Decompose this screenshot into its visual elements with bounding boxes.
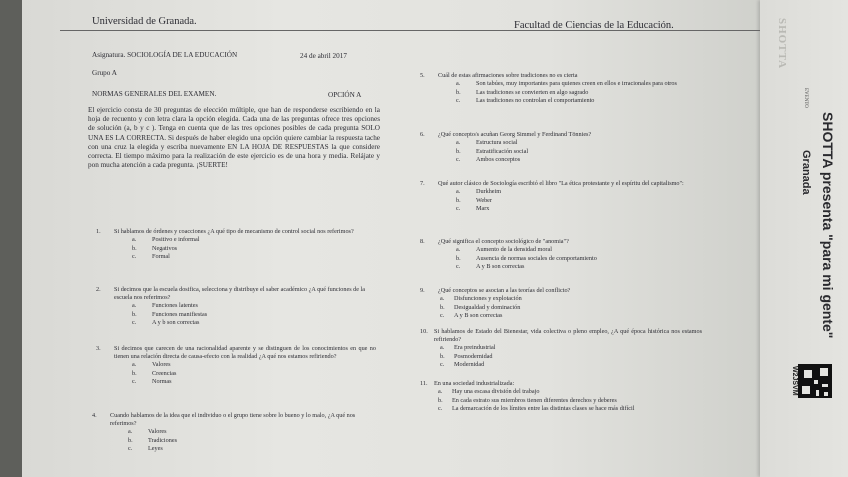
event-label: EVENTO [803, 88, 808, 108]
question-number: 11. [420, 380, 428, 387]
question-text: ¿Qué significa el concepto sociológico de "anomia"? [438, 238, 569, 245]
question-number: 4. [92, 412, 97, 419]
option-a[interactable]: a. Era preindustrial [440, 344, 496, 351]
question-11 [420, 380, 710, 414]
question-number: 2. [96, 286, 101, 293]
question-text: Si hablamos de órdenes y coacciones ¿A qué tipo de mecanismo de control social nos referimos? [114, 228, 354, 235]
option-c[interactable]: c. Marx [456, 205, 490, 213]
question-6 [420, 131, 710, 165]
option-b[interactable]: b. Las tradiciones se convierten en algo sagrado [456, 88, 589, 96]
question-text: Cuando hablamos de la idea que el individuo o el grupo tiene sobre lo bueno y lo malo, ¿A qué nos referimos? [110, 412, 356, 427]
option-c[interactable]: c. Normas [132, 378, 172, 386]
question-text: ¿Qué conceptos se asocian a las teorías del conflicto? [438, 287, 571, 294]
question-number: 10. [420, 328, 428, 335]
option-b[interactable]: b. Estratificación social [456, 147, 529, 155]
flyer-headline: SHOTTA presenta "para mi gente" [820, 112, 836, 339]
question-number: 5. [420, 72, 425, 79]
question-9 [420, 287, 710, 321]
qr-code [798, 364, 832, 398]
question-7 [420, 180, 710, 214]
question-number: 3. [96, 345, 101, 352]
question-text: Cuál de estas afirmaciones sobre tradiciones no es cierta [438, 72, 578, 79]
option-b[interactable]: b. En cada estrato sus miembros tienen diferentes derechos y deberes [438, 396, 617, 404]
question-number: 6. [420, 131, 425, 138]
option-a[interactable]: a. Son tabúes, muy importantes para quienes creen en ellos e irracionales para otros [456, 80, 677, 87]
question-number: 7. [420, 180, 425, 187]
option-b[interactable]: b. Posmodernidad [440, 352, 493, 360]
option-c[interactable]: c. A y B son correctas [456, 263, 525, 271]
option-c[interactable]: c. Leyes [128, 445, 163, 453]
option-c[interactable]: c. Formal [132, 253, 170, 261]
flyer-city: Granada [800, 150, 812, 195]
option-b[interactable]: b. Tradiciones [128, 436, 177, 444]
question-4 [92, 412, 372, 454]
question-number: 1. [96, 228, 101, 235]
option-a[interactable]: a. Durkheim [456, 188, 502, 195]
option-c[interactable]: c. Ambos conceptos [456, 156, 521, 164]
question-3 [96, 345, 376, 387]
option-b[interactable]: b. Negativos [132, 244, 178, 252]
option-b[interactable]: b. Weber [456, 196, 492, 204]
question-8 [420, 238, 710, 272]
question-text: ¿Qué concepto/s acuñan Georg Simmel y Ferdinand Tönnies? [438, 131, 592, 138]
option-a[interactable]: a. Valores [128, 428, 167, 435]
faculty-name: Facultad de Ciencias de la Educación. [514, 20, 674, 31]
university-name: Universidad de Granada. [92, 16, 197, 27]
option-c[interactable]: c. La demarcación de los límites entre las distintas clases se hace más difícil [438, 405, 635, 413]
option-a[interactable]: a. Funciones latentes [132, 302, 198, 309]
option-a[interactable]: a. Aumento de la densidad moral [456, 246, 552, 253]
question-5 [420, 72, 710, 106]
qr-code-text: W2JSVM [791, 366, 798, 396]
question-text: Si decimos que carecen de una racionalidad aparente y se distinguen de los conocimientos en que no tienen una relación directa de causa-efecto con la realidad ¿A qué nos estamos refiriendo? [114, 345, 376, 360]
flyer-logo: SHOTTA [776, 18, 788, 70]
option-c[interactable]: c. A y b son correctas [132, 319, 200, 327]
option-label: OPCIÓN A [328, 91, 362, 99]
option-a[interactable]: a. Disfunciones y explotación [440, 295, 522, 302]
question-text: Si hablamos de Estado del Bienestar, vida colectiva o pleno empleo, ¿A qué época histórica nos estamos refiriendo? [434, 328, 702, 343]
question-2 [96, 286, 376, 328]
option-c[interactable]: c. Las tradiciones no controlan el comportamiento [456, 97, 595, 105]
option-a[interactable]: a. Positivo e informal [132, 236, 200, 243]
question-number: 8. [420, 238, 425, 245]
option-b[interactable]: b. Funciones manifiestas [132, 310, 208, 318]
rules-text: El ejercicio consta de 30 preguntas de elección múltiple, que han de responderse escribiendo en la hoja de recuento y con letra clara la opción elegida. Cada una de las preguntas ofrece tres opciones de solución (a, b y c ). Tenga en cuenta que de las tres opciones posibles de cada pregunta SOLO UNA ES LA CORRECTA. Si después de haber elegido una opción quiere cambiar la respuesta tache con una cruz la elegida y escriba nuevamente EN LA HOJA DE RESPUESTAS la que considere correcta. El tiempo máximo para la realización de este ejercicio es de una hora y media. Relájate y pon mucha atención a cada pregunta. ¡SUERTE! [88, 106, 380, 170]
question-text: Si decimos que la escuela dosifica, selecciona y distribuye el saber académico ¿A qué funciones de la escuela nos referimos? [114, 286, 366, 301]
subject: Asignatura. SOCIOLOGÍA DE LA EDUCACIÓN [92, 51, 238, 59]
option-b[interactable]: b. Creencias [132, 369, 177, 377]
option-b[interactable]: b. Desigualdad y dominación [440, 303, 521, 311]
question-1 [96, 228, 376, 262]
question-text: En una sociedad industrializada: [434, 380, 515, 387]
option-c[interactable]: c. Modernidad [440, 361, 485, 369]
option-b[interactable]: b. Ausencia de normas sociales de comportamiento [456, 254, 597, 262]
question-text: Qué autor clásico de Sociología escribió el libro "La ética protestante y el espíritu del capitalismo": [438, 180, 684, 187]
question-number: 9. [420, 287, 425, 294]
option-a[interactable]: a. Hay una escasa división del trabajo [438, 388, 540, 395]
group: Grupo A [92, 69, 117, 77]
option-a[interactable]: a. Valores [132, 361, 171, 368]
exam-date: 24 de abril 2017 [300, 52, 347, 60]
question-10 [420, 328, 702, 370]
rules-title: NORMAS GENERALES DEL EXAMEN. [92, 90, 217, 98]
option-a[interactable]: a. Estructura social [456, 139, 518, 146]
option-c[interactable]: c. A y B son correctas [440, 312, 503, 320]
